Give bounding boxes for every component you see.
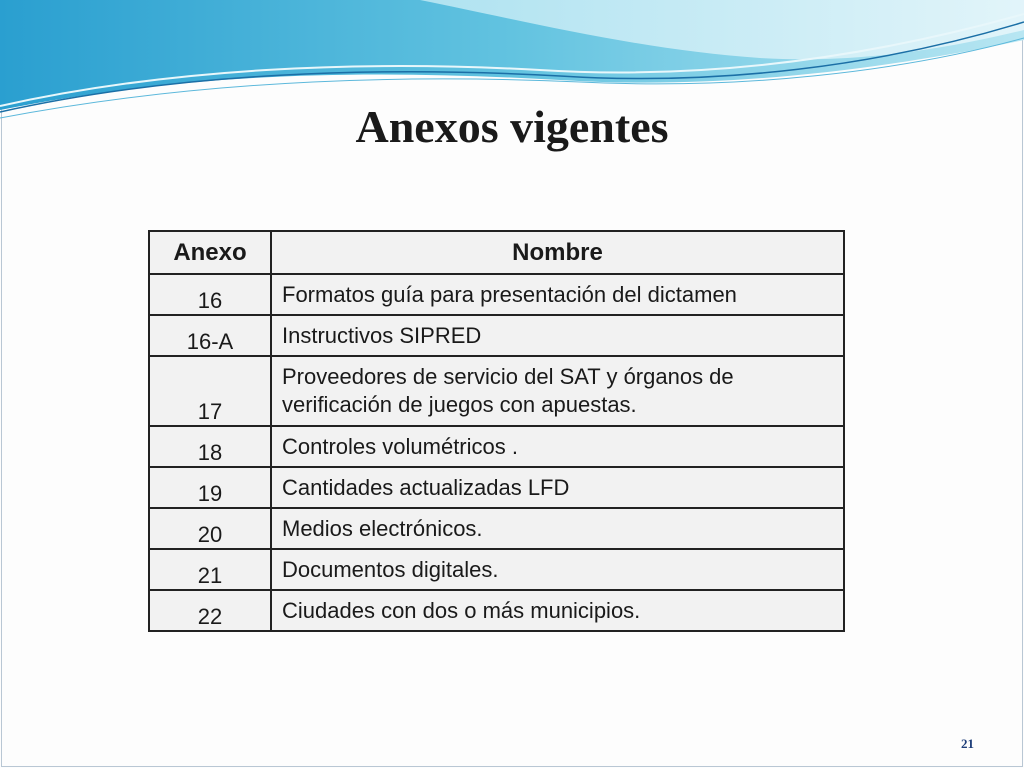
anexo-cell: 20 (149, 508, 271, 549)
table-header-row (149, 231, 844, 274)
slide-title: Anexos vigentes (355, 101, 669, 152)
anexo-cell: 22 (149, 590, 271, 631)
nombre-cell: Formatos guía para presentación del dictamen (271, 274, 844, 315)
table-row (149, 426, 844, 467)
table-row (149, 508, 844, 549)
table-row (149, 315, 844, 356)
nombre-cell: Documentos digitales. (271, 549, 844, 590)
table-row (149, 356, 844, 426)
table-row (149, 467, 844, 508)
nombre-cell: Cantidades actualizadas LFD (271, 467, 844, 508)
column-header-anexo: Anexo (149, 231, 271, 274)
nombre-cell: Proveedores de servicio del SAT y órganos de verificación de juegos con apuestas. (271, 356, 844, 426)
table-row (149, 274, 844, 315)
page-number: 21 (961, 736, 974, 751)
anexo-cell: 19 (149, 467, 271, 508)
anexo-cell: 16 (149, 274, 271, 315)
nombre-cell: Medios electrónicos. (271, 508, 844, 549)
nombre-cell: Instructivos SIPRED (271, 315, 844, 356)
anexo-cell: 16-A (149, 315, 271, 356)
anexo-cell: 18 (149, 426, 271, 467)
anexo-cell: 17 (149, 356, 271, 426)
anexo-cell: 21 (149, 549, 271, 590)
nombre-cell: Ciudades con dos o más municipios. (271, 590, 844, 631)
column-header-nombre: Nombre (271, 231, 844, 274)
table-row (149, 549, 844, 590)
nombre-cell: Controles volumétricos . (271, 426, 844, 467)
annex-table (148, 230, 845, 632)
table-row (149, 590, 844, 631)
